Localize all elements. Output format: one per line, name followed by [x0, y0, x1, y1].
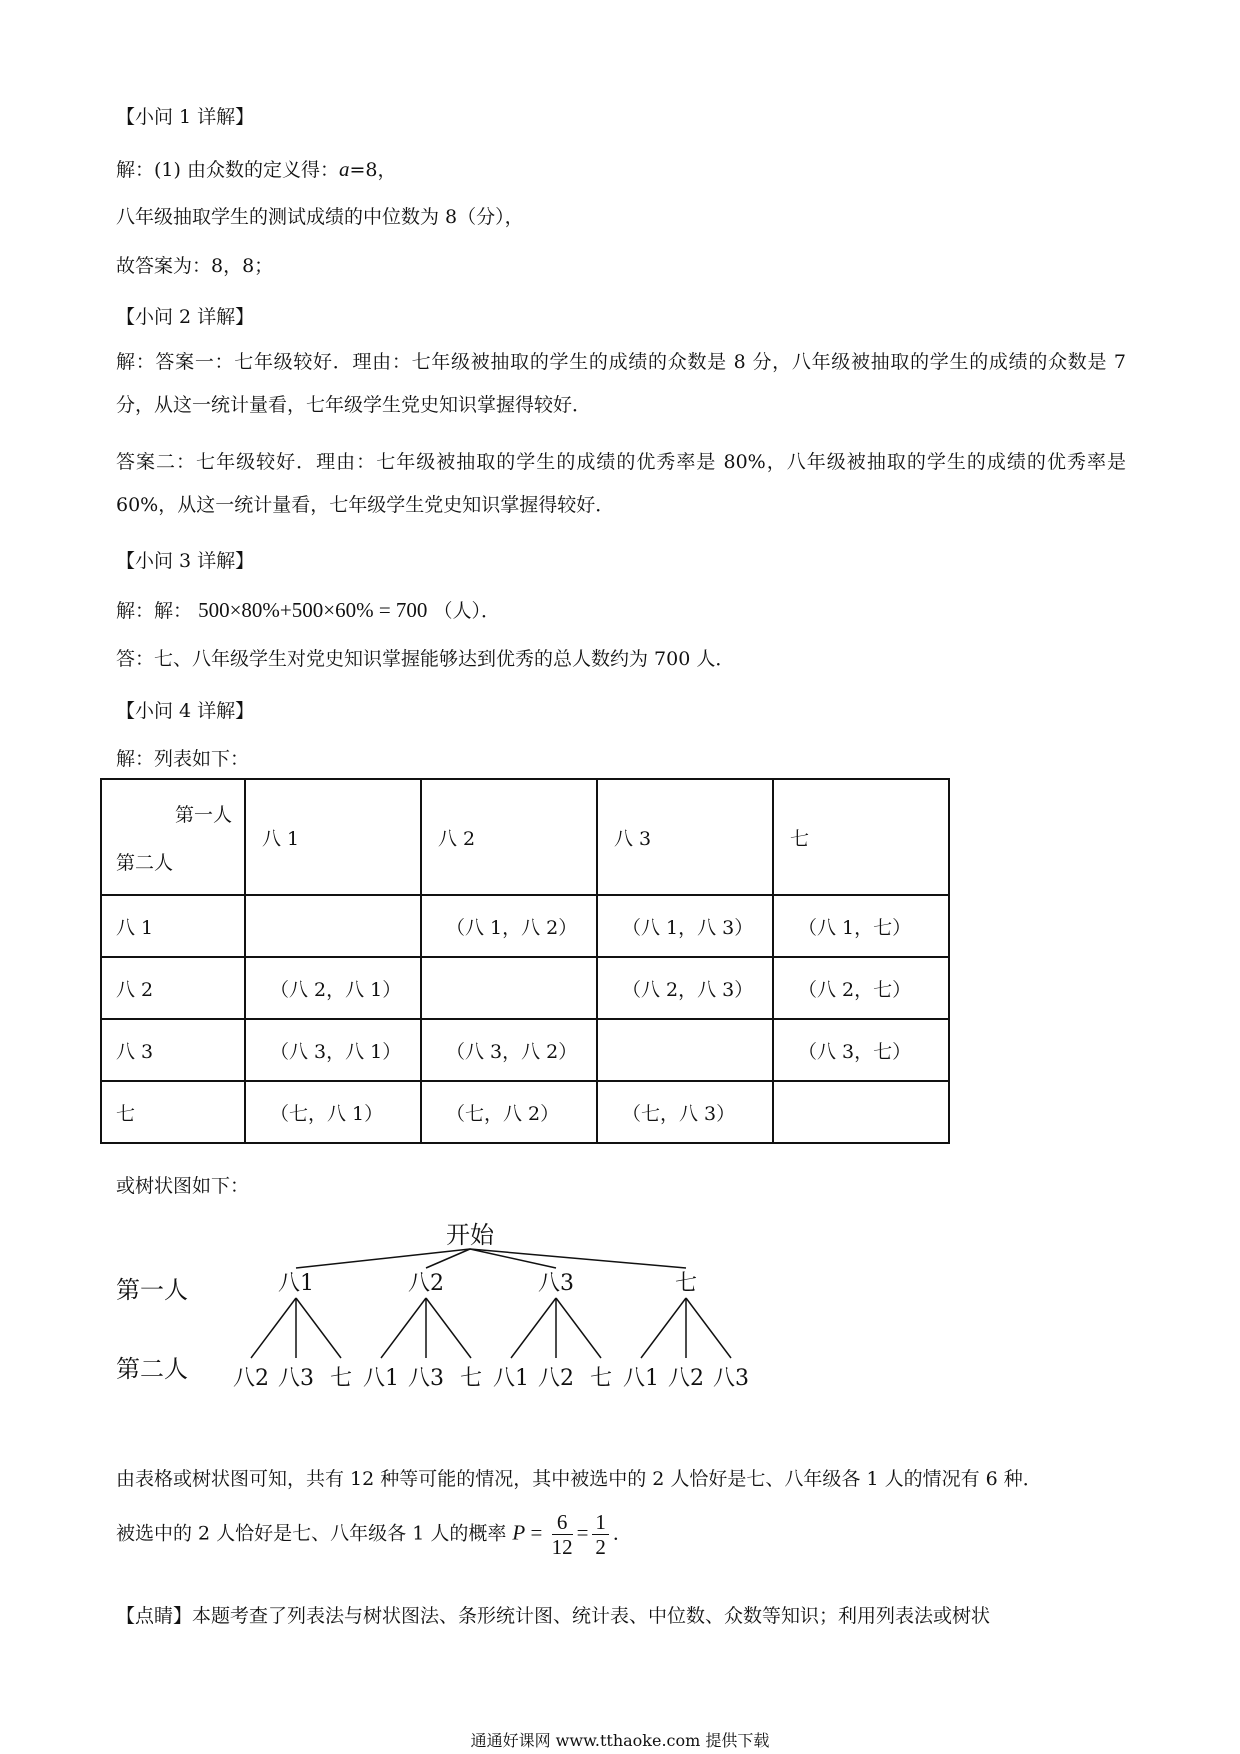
table-cell: （七，八 1）: [245, 1081, 421, 1143]
col-header: 七: [773, 779, 949, 895]
table-row: [101, 957, 949, 1019]
q2-answer1: 解：答案一：七年级较好．理由：七年级被抽取的学生的成绩的众数是 8 分，八年级被抽取的学生的成绩的众数是 7 分，从这一统计量看，七年级学生党史知识掌握得较好．: [116, 351, 1126, 416]
q3-solution-prefix: 解：解：: [116, 600, 193, 622]
table-header-row: [101, 779, 949, 895]
tree-leaf: 八1: [493, 1366, 529, 1391]
tree-diagram: [100, 1215, 800, 1400]
table-row: [101, 1019, 949, 1081]
corner-second-person: 第二人: [116, 852, 174, 874]
q3-expression: 500×80%+500×60% = 700: [198, 598, 428, 622]
q4-tree-intro: 或树状图如下：: [116, 1175, 250, 1197]
outcome-table: [100, 778, 950, 1144]
table-row: [101, 895, 949, 957]
q3-solution-suffix: （人）．: [433, 600, 500, 622]
frac1-numerator: 6: [552, 1510, 573, 1535]
corner-divider: [102, 780, 246, 894]
table-row: [101, 1081, 949, 1143]
tree-leaf: 八1: [363, 1366, 399, 1391]
tree-leaf: 七: [329, 1366, 353, 1391]
table-cell: [597, 1019, 773, 1081]
table-cell: （八 2，七）: [773, 957, 949, 1019]
table-cell: [773, 1081, 949, 1143]
page-footer: 通通好课网 www.tthaoke.com 提供下载: [470, 1731, 770, 1750]
tree-branch: [556, 1298, 601, 1358]
tree-branch: [511, 1298, 556, 1358]
q1-line1-rest: =8，: [349, 159, 397, 181]
table-cell: （八 3，八 1）: [245, 1019, 421, 1081]
tree-branch: [426, 1298, 471, 1358]
q1-line1-prefix: 解：(1) 由众数的定义得：: [116, 159, 339, 181]
prob-var: P: [512, 1520, 526, 1545]
tree-branch: [470, 1249, 556, 1268]
q1-heading: 【小问 1 详解】: [116, 106, 255, 128]
tree-branch: [296, 1249, 470, 1268]
row-header: 八 2: [101, 957, 245, 1019]
fraction-1-2: [592, 1510, 609, 1559]
tree-branch: [470, 1249, 686, 1268]
tree-node: 八1: [278, 1271, 314, 1296]
table-cell: [421, 957, 597, 1019]
q3-answer: 答：七、八年级学生对党史知识掌握能够达到优秀的总人数约为 700 人．: [116, 648, 735, 670]
q1-line2: 八年级抽取学生的测试成绩的中位数为 8（分），: [116, 206, 524, 228]
table-cell: （八 1，八 3）: [597, 895, 773, 957]
tree-node: 八3: [538, 1271, 574, 1296]
note-paragraph: [116, 1605, 990, 1628]
q1-line1: [116, 157, 396, 182]
tree-branch: [381, 1298, 426, 1358]
tree-leaf: 八2: [233, 1366, 269, 1391]
tree-level1-label: 第一人: [116, 1276, 188, 1304]
q4-table-intro: 解：列表如下：: [116, 748, 250, 770]
q1-var-a: a: [338, 157, 350, 181]
col-header: 八 2: [421, 779, 597, 895]
table-cell: （八 3，八 2）: [421, 1019, 597, 1081]
q2-answer2: 答案二：七年级较好．理由：七年级被抽取的学生的成绩的优秀率是 80%，八年级被抽取的学生的成绩的优秀率是 60%，从这一统计量看，七年级学生党史知识掌握得较好．: [116, 451, 1126, 516]
tree-leaf: 七: [589, 1366, 613, 1391]
table-cell: （八 1，七）: [773, 895, 949, 957]
tree-node: 八2: [408, 1271, 444, 1296]
q2-heading: 【小问 2 详解】: [116, 306, 255, 328]
q3-solution: [116, 598, 500, 623]
q4-conclusion2: 被选中的 2 人恰好是七、八年级各 1 人的概率 P = $\frac{6}{12}$ = $\frac{1}{2}$ ．: [116, 1510, 632, 1560]
frac2-denominator: 2: [595, 1535, 606, 1560]
tree-node: 七: [674, 1271, 698, 1296]
table-cell: （八 3，七）: [773, 1019, 949, 1081]
fraction-6-12: [552, 1510, 573, 1559]
row-header: 八 3: [101, 1019, 245, 1081]
tree-branch: [686, 1298, 731, 1358]
tree-leaf: 八3: [278, 1366, 314, 1391]
table-cell: （八 2，八 1）: [245, 957, 421, 1019]
tree-level2-label: 第二人: [116, 1355, 188, 1383]
tree-root: 开始: [446, 1221, 494, 1249]
row-header: 七: [101, 1081, 245, 1143]
frac1-denominator: 12: [551, 1535, 573, 1560]
q1-line3: 故答案为：8，8；: [116, 255, 274, 277]
q4-conclusion2-prefix: 被选中的 2 人恰好是七、八年级各 1 人的概率: [116, 1522, 513, 1545]
tree-leaf: 八2: [668, 1366, 704, 1391]
corner-first-person: 第一人: [174, 804, 232, 826]
q3-heading: 【小问 3 详解】: [116, 550, 255, 572]
frac2-numerator: 1: [592, 1510, 609, 1535]
tree-leaf: 八1: [623, 1366, 659, 1391]
tree-leaf: 八3: [408, 1366, 444, 1391]
table-corner-cell: [101, 779, 245, 895]
col-header: 八 3: [597, 779, 773, 895]
table-cell: （八 2，八 3）: [597, 957, 773, 1019]
tree-leaf: 八2: [538, 1366, 574, 1391]
tree-leaf: 八3: [713, 1366, 749, 1391]
row-header: 八 1: [101, 895, 245, 957]
table-cell: （七，八 3）: [597, 1081, 773, 1143]
tree-branch: [251, 1298, 296, 1358]
tree-branch: [296, 1298, 341, 1358]
note-text: 【点睛】本题考查了列表法与树状图法、条形统计图、统计表、中位数、众数等知识；利用列表法或树状: [116, 1605, 991, 1627]
q4-conclusion2-suffix: ．: [612, 1522, 632, 1545]
q4-conclusion1: 由表格或树状图可知，共有 12 种等可能的情况，其中被选中的 2 人恰好是七、八年级各 1 人的情况有 6 种．: [116, 1468, 1042, 1490]
tree-branch: [641, 1298, 686, 1358]
table-cell: （八 1，八 2）: [421, 895, 597, 957]
table-cell: （七，八 2）: [421, 1081, 597, 1143]
table-cell: [245, 895, 421, 957]
tree-leaf: 七: [459, 1366, 483, 1391]
col-header: 八 1: [245, 779, 421, 895]
q4-heading: 【小问 4 详解】: [116, 700, 255, 722]
